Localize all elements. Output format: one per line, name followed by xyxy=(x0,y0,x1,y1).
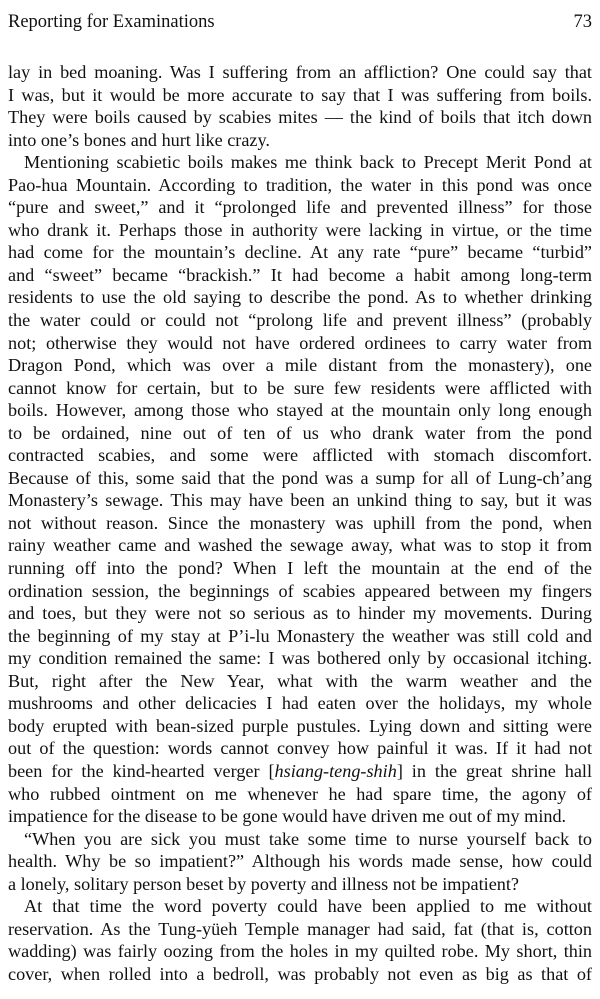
text-line: wadding) was fairly oozing from the holes in my quilted robe. My short, thin xyxy=(8,941,592,962)
text-line: running off into the pond? When I left the mountain at the end of the xyxy=(8,558,592,579)
paragraph xyxy=(8,151,592,827)
text-line: impatience for the disease to be gone would have driven me out of my mind. xyxy=(8,806,567,827)
text-line: But, right after the New Year, what with the warm weather and the xyxy=(8,670,592,691)
text-line: cover, when rolled into a bedroll, was probably not even as big as that of xyxy=(8,963,592,984)
text-line: and toes, but they were not so serious as to hinder my movements. During xyxy=(8,603,592,624)
text-line: and “sweet” became “brackish.” It had become a habit among long-term xyxy=(8,264,592,285)
text-line: Monastery’s sewage. This may have been an unkind thing to say, but it was xyxy=(8,490,592,511)
paragraph xyxy=(8,828,592,896)
text-line: At that time the word poverty could have been applied to me without xyxy=(24,896,592,917)
text-line: residents to use the old saying to describe the pond. As to whether drinking xyxy=(8,287,592,308)
text-line: body erupted with bean-sized purple pustules. Lying down and sitting were xyxy=(8,715,592,736)
text-line: into one’s bones and hurt like crazy. xyxy=(8,129,270,150)
text-line: rainy weather came and washed the sewage away, what was to stop it from xyxy=(8,535,592,556)
text-line: lay in bed moaning. Was I suffering from an affliction? One could say that xyxy=(8,62,592,82)
text-line: a lonely, solitary person beset by poverty and illness not be impatient? xyxy=(8,873,519,894)
text-line xyxy=(8,760,592,783)
text-line: Dragon Pond, which was over a mile distant from the monastery), one xyxy=(8,355,592,376)
text-line: Because of this, some said that the pond was a sump for all of Lung-ch’ang xyxy=(8,467,592,488)
italic-term: hsiang-teng-shih xyxy=(274,760,397,781)
body-text xyxy=(8,61,592,985)
text-line: boils. However, among those who stayed at the mountain only long enough xyxy=(8,400,592,421)
page-number: 73 xyxy=(573,12,592,32)
text-line: health. Why be so impatient?” Although his words made sense, how could xyxy=(8,851,592,872)
text-line: ordination session, the beginnings of scabies appeared between my fingers xyxy=(8,580,592,601)
chapter-title: Reporting for Examinations xyxy=(8,12,215,32)
text-line: “When you are sick you must take some time to nurse yourself back to xyxy=(24,828,592,849)
running-header xyxy=(8,12,592,36)
text-line: not; otherwise they would not have ordered ordinees to carry water from xyxy=(8,332,592,353)
text-line: my condition remained the same: I was bothered only by occasional itching. xyxy=(8,648,592,669)
text-line: cannot know for certain, but to be sure few residents were afflicted with xyxy=(8,377,592,398)
text-line: who rubbed ointment on me whenever he had spare time, the agony of xyxy=(8,783,592,804)
text-line: had come for the mountain’s decline. At any rate “pure” became “turbid” xyxy=(8,242,592,263)
text-line: reservation. As the Tung-yüeh Temple manager had said, fat (that is, cotton xyxy=(8,918,592,939)
text-line: the beginning of my stay at P’i-lu Monastery the weather was still cold and xyxy=(8,625,592,646)
text-line: to be ordained, nine out of ten of us who drank water from the pond xyxy=(8,422,592,443)
text-line: They were boils caused by scabies mites — the kind of boils that itch down xyxy=(8,107,592,128)
text-line: I was, but it would be more accurate to say that I was suffering from boils. xyxy=(8,84,592,105)
text-line: not without reason. Since the monastery was uphill from the pond, when xyxy=(8,512,592,533)
text-line: mushrooms and other delicacies I had eaten over the holidays, my whole xyxy=(8,693,592,714)
text-line: out of the question: words cannot convey how painful it was. If it had not xyxy=(8,738,592,759)
paragraph xyxy=(8,61,592,151)
text-segment: been for the kind-hearted verger [ xyxy=(8,760,275,781)
text-line: “pure and sweet,” and it “prolonged life and prevented illness” for those xyxy=(8,197,592,218)
text-line: the water could or could not “prolong life and prevent illness” (probably xyxy=(8,310,592,331)
text-line: Pao-hua Mountain. According to tradition, the water in this pond was once xyxy=(8,174,592,195)
paragraph xyxy=(8,895,592,985)
text-segment: ] in the great shrine hall xyxy=(396,760,592,781)
text-line: who drank it. Perhaps those in authority were lacking in virtue, or the time xyxy=(8,219,592,240)
text-line: Mentioning scabietic boils makes me think back to Precept Merit Pond at xyxy=(24,152,592,173)
text-line: contracted scabies, and some were afflicted with stomach discomfort. xyxy=(8,445,592,466)
